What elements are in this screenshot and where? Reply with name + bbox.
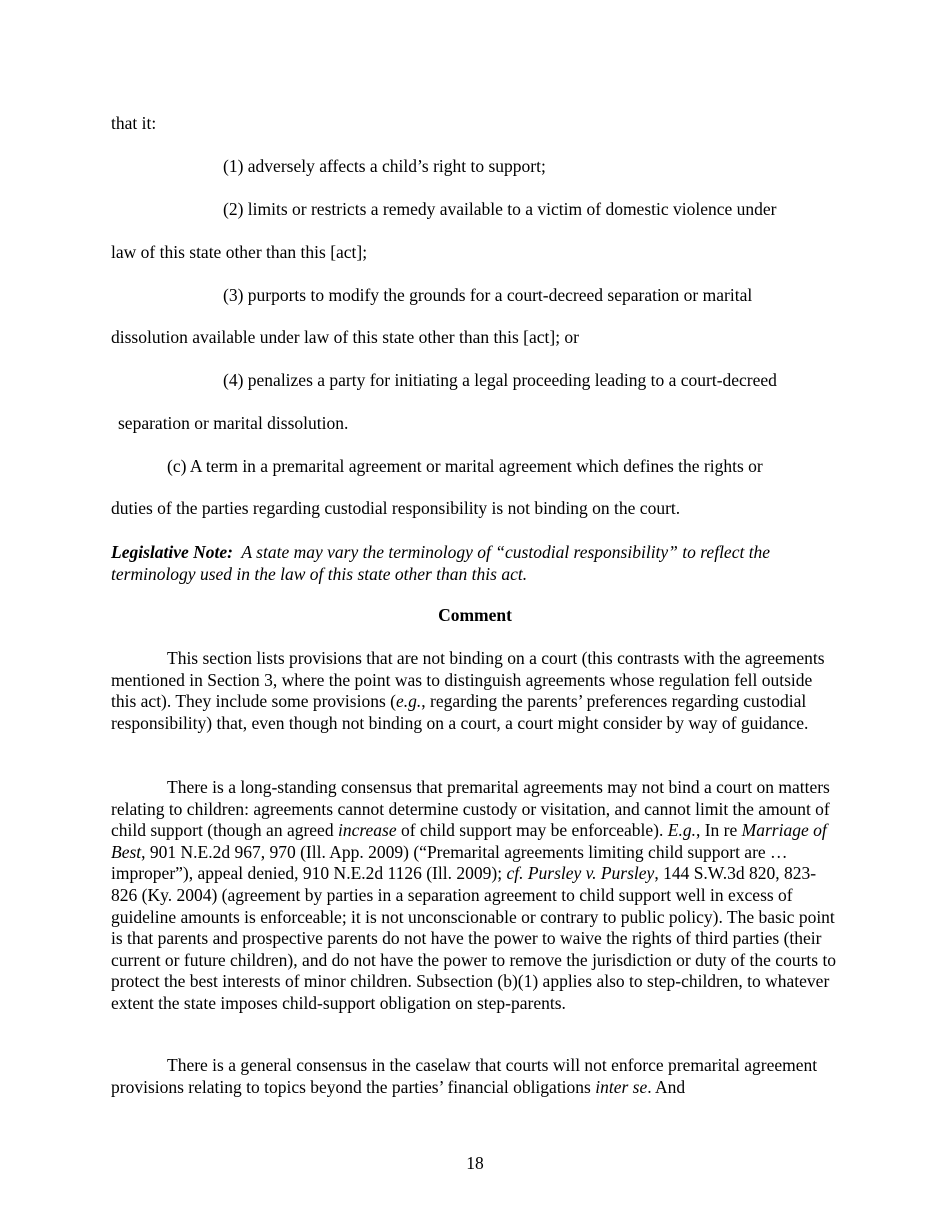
legislative-note-label: Legislative Note: [111,542,233,562]
subsection-c-line-2: duties of the parties regarding custodial responsibility is not binding on the court. [111,498,681,518]
legislative-note-text: A state may vary the terminology of “custodial responsibility” to reflect the terminology used in the law of this state other than this act. [111,542,771,584]
item-1: (1) adversely affects a child’s right to support; [223,156,546,176]
comment-heading: Comment [438,605,512,625]
item-3-line-2: dissolution available under law of this state other than this [act]; or [111,327,580,347]
comment-paragraph-2: There is a long-standing consensus that premarital agreements may not bind a court on matters relating to children: agreements cannot determine custody or visitation, and cannot limit the amount of child support (though an agreed increase of child support may be enforceable). E.g., In re Marriage of Best, 901 N.E.2d 967, 970 (Ill. App. 2009) (“Premarital agreements limiting child support are … improper”), appeal denied, 910 N.E.2d 1126 (Ill. 2009); cf. Pursley v. Pursley, 144 S.W.3d 820, 823-826 (Ky. 2004) (agreement by parties in a separation agreement to child support well in excess of guideline amounts is enforceable; it is not unconscionable or contrary to public policy). The basic point is that parents and prospective parents do not have the power to waive the rights of third parties (their current or future children), and do not have the power to remove the jurisdiction or duty of the courts to protect the best interests of minor children. Subsection (b)(1) applies also to step-children, to whatever extent the state imposes child-support obligation on step-parents. [111,777,837,1013]
comment-paragraph-1: This section lists provisions that are not binding on a court (this contrasts with the agreements mentioned in Section 3, where the point was to distinguish agreements whose regulation fell outside this act). They include some provisions (e.g., regarding the parents’ preferences regarding custodial responsibility) that, even though not binding on a court, a court might consider by way of guidance. [111,648,825,733]
intro-text: that it: [111,113,157,133]
subsection-c-line-1: (c) A term in a premarital agreement or marital agreement which defines the rights or [167,456,763,476]
item-2-line-1: (2) limits or restricts a remedy available to a victim of domestic violence under [223,199,777,219]
item-4-line-2: separation or marital dissolution. [118,413,349,433]
comment-paragraph-3: There is a general consensus in the caselaw that courts will not enforce premarital agreement provisions relating to topics beyond the parties’ financial obligations inter se. And [111,1055,818,1097]
page-number: 18 [466,1153,484,1173]
item-4-line-1: (4) penalizes a party for initiating a legal proceeding leading to a court-decreed [223,370,777,390]
legislative-note [111,542,841,585]
item-2-line-2: law of this state other than this [act]; [111,242,368,262]
item-3-line-1: (3) purports to modify the grounds for a court-decreed separation or marital [223,285,753,305]
